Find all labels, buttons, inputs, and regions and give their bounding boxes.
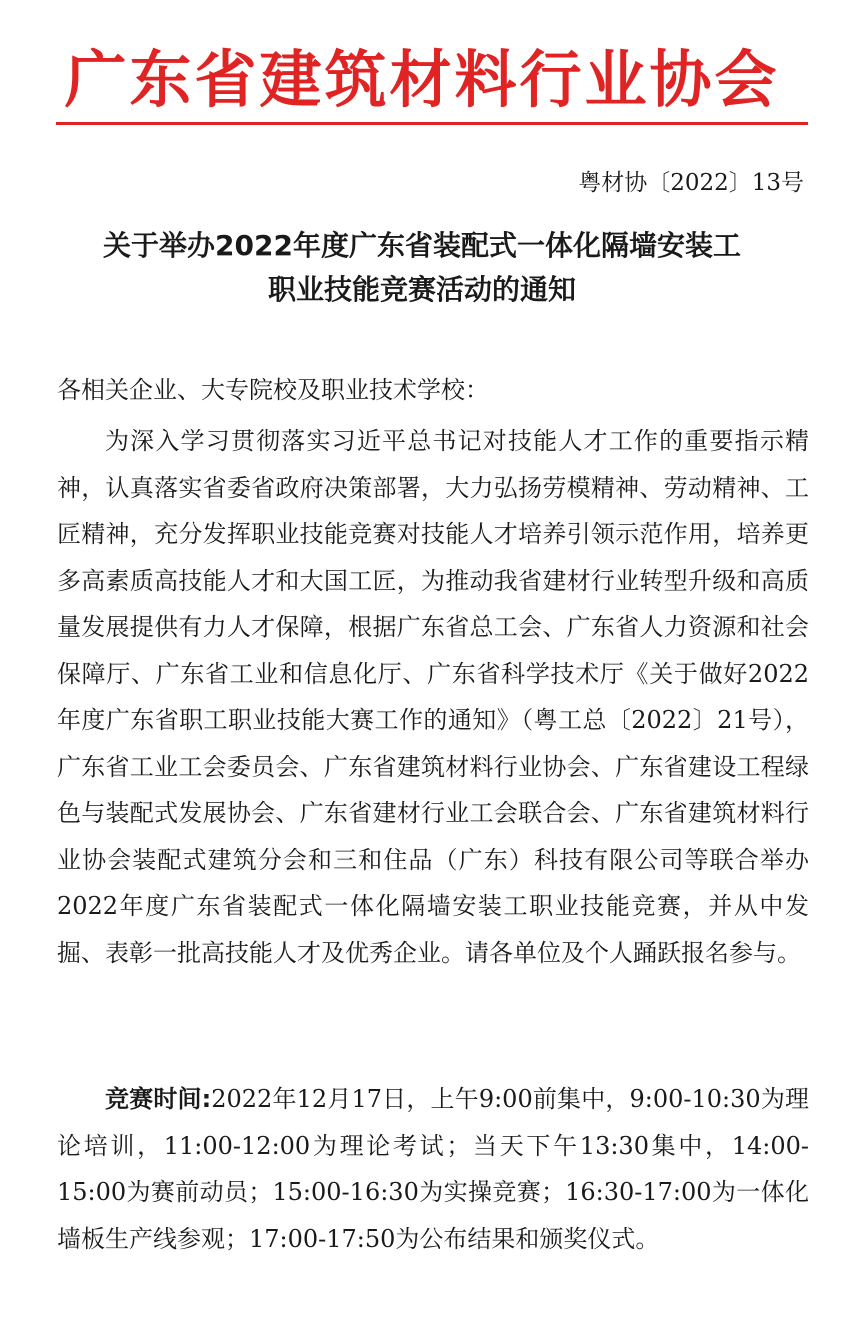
competition-time-label: 竞赛时间: xyxy=(105,1085,212,1113)
title-line-2: 职业技能竞赛活动的通知 xyxy=(267,273,576,306)
body-paragraph: 为深入学习贯彻落实习近平总书记对技能人才工作的重要指示精神，认真落实省委省政府决策部署，大力弘扬劳模精神、劳动精神、工匠精神，充分发挥职业技能竞赛对技能人才培养引领示范作用，培养更多高素质高技能人才和大国工匠，为推动我省建材行业转型升级和高质量发展提供有力人才保障，根据广东省总工会、广东省人力资源和社会保障厅、广东省工业和信息化厅、广东省科学技术厅《关于做好2022年度广东省职工职业技能大赛工作的通知》（粤工总〔2022〕21号），广东省工业工会委员会、广东省建筑材料行业协会、广东省建设工程绿色与装配式发展协会、广东省建材行业工会联合会、广东省建筑材料行业协会装配式建筑分会和三和住品（广东）科技有限公司等联合举办2022年度广东省装配式一体化隔墙安装工职业技能竞赛，并从中发掘、表彰一批高技能人才及优秀企业。请各单位及个人踊跃报名参与。 xyxy=(57,427,809,967)
salutation: 各相关企业、大专院校及职业技术学校： xyxy=(57,376,489,404)
title-line-1: 关于举办2022年度广东省装配式一体化隔墙安装工 xyxy=(103,229,741,262)
document-number: 粤材协〔2022〕13号 xyxy=(578,170,804,196)
competition-time-paragraph xyxy=(57,1076,809,1262)
organization-letterhead: 广东省建筑材料行业协会 xyxy=(64,43,780,116)
letterhead-divider xyxy=(56,122,808,125)
document-title xyxy=(40,224,804,312)
competition-time-text: 2022年12月17日，上午9:00前集中，9:00-10:30为理论培训，11:00-12:00为理论考试；当天下午13:30集中，14:00-15:00为赛前动员；15:00-16:30为实操竞赛；16:30-17:00为一体化墙板生产线参观；17:00-17:50为公布结果和颁奖仪式。 xyxy=(57,1085,809,1253)
